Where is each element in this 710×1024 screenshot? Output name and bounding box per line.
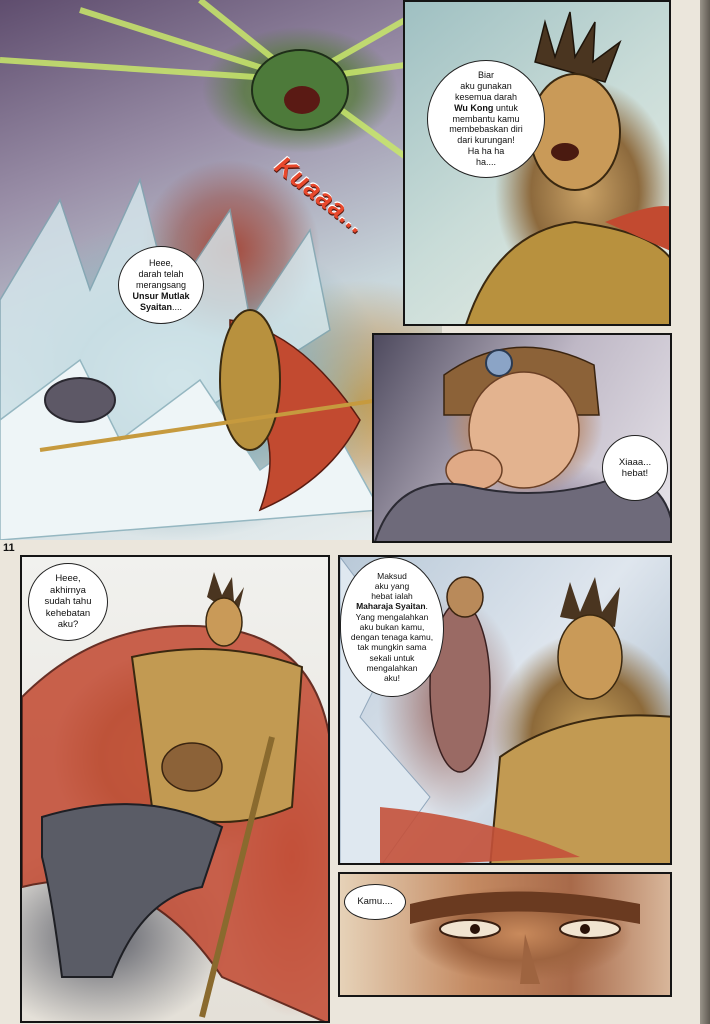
villain-open-mouth [551,143,579,161]
panel-closeup-eyes [338,872,672,997]
sound-effect-kuaaa: Kuaaa... [269,150,373,240]
page-edge-shadow [700,0,710,1024]
speech-bubble-maharaja: Maksud aku yang hebat ialah Maharaja Syaitan. Yang mengalahkan aku bukan kamu, dengan tenaga kamu, tak mungkin sama sekali untuk mengalahkan aku! [340,557,444,697]
demon-mouth [284,86,320,114]
villain-head [206,598,242,646]
speech-bubble-kehebatan: Heee, akhirnya sudah tahu kehebatan aku? [28,563,108,641]
panel-2-art [405,2,671,326]
angry-brow [410,892,640,925]
fallen-hero-head [162,743,222,791]
distant-hero-head [447,577,483,617]
speech-bubble-wu-kong: Biar aku gunakan kesemua darah Wu Kong untuk membantu kamu membebaskan diri dari kurungan! Ha ha ha ha.... [427,60,545,178]
panel-laughing-villain [403,0,671,326]
left-pupil [470,924,480,934]
villain-armor [465,222,671,326]
speech-bubble-xiaaa: Xiaaa... hebat! [602,435,668,501]
crouching-hero [45,378,115,422]
page-number: 11 [3,542,15,554]
villain-golden-armor [132,649,302,822]
speech-bubble-unsur-mutlak: Heee, darah telah merangsang Unsur Mutlak Syaitan.... [118,246,204,324]
panel-surprised-hero [372,333,672,543]
villain-hair [535,12,620,82]
panel-villain-victory [20,555,330,1023]
armored-warrior [220,310,280,450]
nose-bridge [520,934,540,984]
villain-face [558,615,622,699]
green-light-rays [0,0,440,160]
right-pupil [580,924,590,934]
hero-gem-headband [486,350,512,376]
speech-bubble-kamu: Kamu.... [344,884,406,920]
panel-maharaja-syaitan [338,555,672,865]
